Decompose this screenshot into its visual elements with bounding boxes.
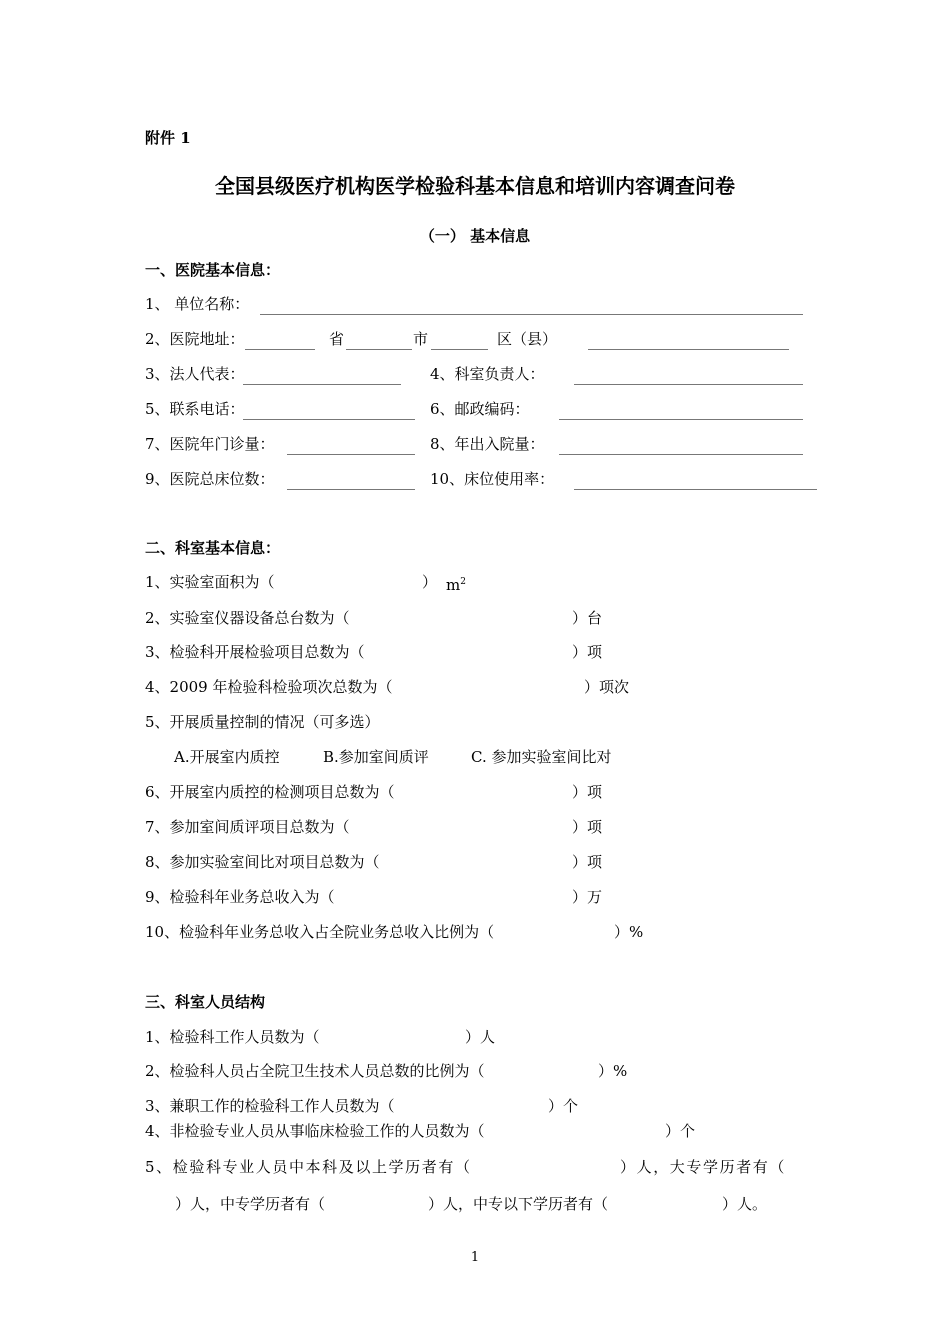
interlab-items-question: 8、参加实验室间比对项目总数为（ [145,853,380,871]
option-c[interactable]: C. 参加实验室间比对 [471,748,612,766]
education-line2-b: ）人，中专以下学历者有（ [428,1195,609,1213]
unit-name-label: 1、 单位名称： [145,295,250,313]
eqa-items-question: 7、参加室间质评项目总数为（ [145,818,350,836]
postcode-label: 6、邮政编码： [430,400,530,418]
option-b[interactable]: B.参加室间质评 [323,748,429,766]
beds-field[interactable] [287,489,415,490]
city-label: 市 [413,330,429,348]
test-items-close: ）项 [572,643,603,661]
phone-field[interactable] [243,419,415,420]
outpatient-field[interactable] [287,454,415,455]
province-label: 省 [329,330,345,348]
test-items-question: 3、检验科开展检验项目总数为（ [145,643,365,661]
iqc-items-close: ）项 [572,783,603,801]
test-volume-close: ）项次 [584,678,630,696]
section3-heading: 三、科室人员结构 [145,993,266,1011]
test-volume-question: 4、2009 年检验科检验项次总数为（ [145,678,393,696]
section-subtitle: （一） 基本信息 [419,227,531,245]
section1-heading: 一、医院基本信息： [145,261,281,279]
annual-income-question: 9、检验科年业务总收入为（ [145,888,335,906]
attachment-label: 附件 1 [145,129,191,147]
non-specialist-close: ）个 [665,1122,696,1140]
dept-head-label: 4、科室负责人： [430,365,545,383]
outpatient-label: 7、医院年门诊量： [145,435,275,453]
equipment-count-close: ）台 [572,609,603,627]
lab-area-question: 1、实验室面积为（ [145,573,275,591]
education-line2-c: ）人。 [722,1195,768,1213]
staff-ratio-question: 2、检验科人员占全院卫生技术人员总数的比例为（ [145,1062,485,1080]
document-title: 全国县级医疗机构医学检验科基本信息和培训内容调查问卷 [215,174,735,198]
district-field[interactable] [431,349,488,350]
option-a[interactable]: A.开展室内质控 [174,748,280,766]
address-detail-field[interactable] [588,349,789,350]
income-ratio-question: 10、检验科年业务总收入占全院业务总收入比例为（ [145,923,495,941]
address-label: 2、医院地址： [145,330,245,348]
city-field[interactable] [346,349,412,350]
parttime-staff-close: ）个 [548,1097,579,1115]
parttime-staff-question: 3、兼职工作的检验科工作人员数为（ [145,1097,395,1115]
unit-name-field[interactable] [260,314,803,315]
postcode-field[interactable] [559,419,803,420]
iqc-items-question: 6、开展室内质控的检测项目总数为（ [145,783,395,801]
bed-usage-field[interactable] [574,489,817,490]
lab-area-unit: $m^2$ [446,576,466,594]
equipment-count-question: 2、实验室仪器设备总台数为（ [145,609,350,627]
interlab-items-close: ）项 [572,853,603,871]
admissions-label: 8、年出入院量： [430,435,545,453]
province-field[interactable] [245,349,315,350]
annual-income-close: ）万 [572,888,603,906]
eqa-items-close: ）项 [572,818,603,836]
legal-rep-field[interactable] [243,384,401,385]
education-question-part1: 5、检验科专业人员中本科及以上学历者有（ [145,1158,472,1176]
beds-label: 9、医院总床位数： [145,470,275,488]
staff-ratio-close: ）% [598,1062,628,1080]
quality-control-question: 5、开展质量控制的情况（可多选） [145,713,380,731]
bed-usage-label: 10、床位使用率： [430,470,555,488]
legal-rep-label: 3、法人代表： [145,365,245,383]
lab-area-close: ） [422,573,438,591]
district-label: 区（县） [497,330,558,348]
non-specialist-question: 4、非检验专业人员从事临床检验工作的人员数为（ [145,1122,485,1140]
section2-heading: 二、科室基本信息： [145,539,281,557]
staff-count-close: ）人 [465,1028,496,1046]
phone-label: 5、联系电话： [145,400,245,418]
education-question-part2: ）人，大专学历者有（ [620,1158,787,1176]
dept-head-field[interactable] [574,384,803,385]
admissions-field[interactable] [559,454,803,455]
staff-count-question: 1、检验科工作人员数为（ [145,1028,320,1046]
income-ratio-close: ）% [614,923,644,941]
page-number: 1 [470,1250,480,1265]
education-line2-a: ）人，中专学历者有（ [175,1195,326,1213]
